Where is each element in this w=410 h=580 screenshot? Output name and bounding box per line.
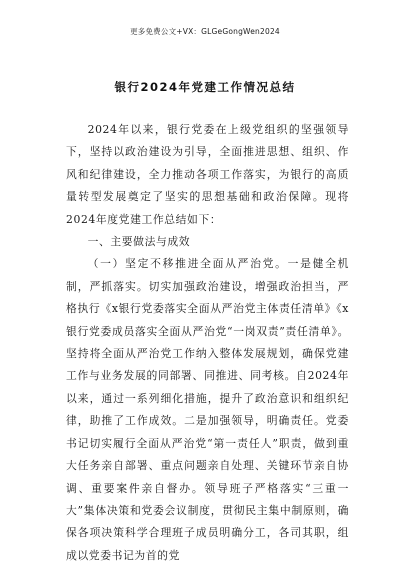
header-note: 更多免费公文+VX：GLGeGongWen2024 — [130, 27, 280, 36]
intro-paragraph: 2024年以来，银行党委在上级党组织的坚强领导下，坚持以政治建设为引导，全面推进思想、组织、作风和纪律建设，全力推动各项工作落实，为银行的高质量转型发展奠定了坚实的思想基础和政治保障。现将2024年度党建工作总结如下： — [66, 123, 349, 226]
document-title: 银行2024年党建工作情况总结 — [114, 80, 296, 94]
body-paragraph: （一）坚定不移推进全面从严治党。一是健全机制，严抓落实。切实加强政治建设，增强政治担当，严格执行《x银行党委落实全面从严治党主体责任清单》《x银行党委成员落实全面从严治党“一岗双责”责任清单》。坚持将全面从严治党工作纳入整体发展规划，确保党建工作与业务发展的同部署、同推进、同考核。自2024年以来，通过一系列细化措施，提升了政治意识和组织纪律，助推了工作成效。二是加强领导，明确责任。党委书记切实履行全面从严治党“第一责任人”职责，做到重大任务亲自部署、重点问题亲自处理、关键环节亲自协调、重要案件亲自督办。领导班子严格落实“三重一大”集体决策和党委会议制度，贯彻民主集中制原则，确保各项决策科学合理班子成员明确分工，各司其职，组成以党委书记为首的党 — [66, 257, 349, 562]
section-heading: 一、主要做法与成效 — [87, 235, 191, 249]
document-body — [66, 119, 349, 567]
